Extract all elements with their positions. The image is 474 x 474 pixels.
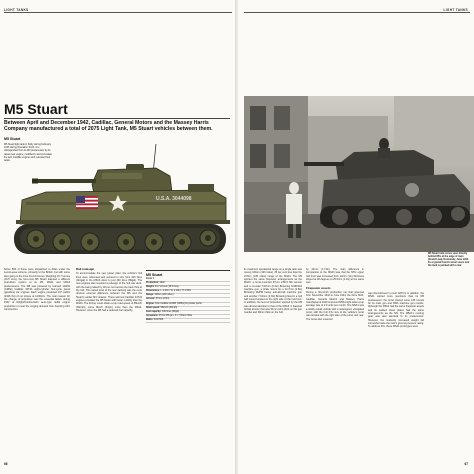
column-text: by 44mm (1.73in). The main difference in comparison to the M3A3 was that the M5's upper hull front was increased from 13mm (1in) thickness sloped at 48 degrees to 25.6mm (1.1in) at the same sum. (306, 268, 364, 285)
spec-title: M5 Stuart (146, 273, 163, 277)
left-page (0, 0, 236, 474)
caption-heading: M5 Stuart (4, 137, 21, 141)
running-head: LIGHT TANKS (4, 8, 29, 12)
spec-table (146, 270, 230, 323)
spec-row: Crew: 4 (146, 278, 230, 282)
tank-serial: U.S.A. 3044098 (156, 196, 192, 202)
page-number: 67 (464, 462, 468, 466)
title-rule (4, 118, 230, 119)
intro-text: Between April and December 1942, Cadillac, General Motors and the Massey Harris Company manufactured a total of 2075 Light Tank, M5 Stuart vehicles between them. (4, 120, 213, 133)
spec-row: Production: 1942 (146, 282, 230, 286)
us-flag-icon (76, 196, 98, 209)
tank-illustration (0, 14, 236, 98)
column-text: During a 30-month production run that spanned from November 1943 to June 1944, the firms NCR, Cadillac, General Motors and Massey Harris manufactured 1610 improved M5A1 light tanks at an average rate of 2.9 units per month. The M5A1 was a totally rebuilt vehicle with a redesigned, elongated turret, with the hull 2.5x size of the vehicle's turret was located with the right side of the turret roof rear. The turret also mounted (306, 291, 364, 321)
spec-row: Armament: 37mm M6 gun, 3 x 7.62mm MGs (146, 315, 230, 319)
header-rule (244, 12, 470, 13)
spec-row: Range: 161km (100 miles) (146, 294, 230, 298)
running-head: LIGHT TANKS (443, 8, 468, 12)
text-column-1: its maximum operational range on a single tank was merely 161km (100 miles), 35 per cent less than the 217km (135 miles) range of the M3A3. The M5 sported the same firepower arrangements as the M3A3: a turret-mounted 37mm L/56.5 M6 cannon and a co-axial 7.62mm (0.3in) Browning M1919A4 machine gun, a pintle mount for a 12.7mm (0.5in) Browning M2HB heavy anti-aircraft machine gun and another 7.62mm (0.3in) Browning fixed in a hull ball mount located on the right side of the hull front. In addition, the level of protection sported by the M5 was almost identical to that of the M3A3. It featured frontal armour that was 51mm (2in) thick on the gun mantlet and 38mm thick on the hull. (244, 268, 302, 315)
column-text: To accommodate the new power plant, the vehicle's hull lines were refocused and reduced in size from 416 litres (110gal) in the M3A3 down to just 340 litres (89gal). The new engines also required a redesign of the hull rear deck, with the being raised by 48 per cent across the back third of the hull. This raised level of the rear decking was the most obvious external difference between the M5 and the Stuart's earlier M3 variants. These twinned Cadillac 44T24 engines provided the M5 Stuart with better mobility than the M3A3. The former could obtain a top road speed of 58km/h (36mph), some 8km/h (5mph) more than the M3A3. However, since the M5 had a reduced fuel capacity, (76, 272, 142, 313)
column-subheading: Rail redesign (76, 268, 95, 271)
historical-photo (244, 96, 474, 252)
page-title: M5 Stuart (4, 101, 68, 117)
spec-row: Engine: Twin Cadillac 110kW (148hp) 8-cylinder petrol (146, 303, 230, 307)
spec-row: Armour: 67mm (2.6in) (146, 298, 230, 302)
photo-caption: M5 Stuart tank crews seen directly behind M5s at the edge of town (Grand Lieu), Normandy, June 1944. Its a typical French street scene and the tank is painted with a star. (428, 252, 470, 268)
header-rule (4, 12, 232, 13)
text-column-3: was discontinued in most NATO's in addition, the M5A1 carried more munitions than its M5 predecessor: the turret stowed some 136 rounds for its main gun and 6500 machine gun rounds. Although the M5A1 had the same firepower assets and its welded sheet plates had the same arrangements as the M5. The M5A1's running gear was also identical to its predecessor. However, the modestly increased weight did somewhat raise the tank's ground pressure rating. To address this, these M5A1 prototypes were (368, 292, 424, 329)
spec-row: Fuel capacity: 340 litres (89gal) (146, 311, 230, 315)
spec-row: Weight: 16.7 tonnes (16.5 tons) (146, 286, 230, 290)
text-column-2 (306, 268, 364, 458)
spec-row: Dimensions: L: 4.34m; W: 2.29m; H: 2.55m (146, 290, 230, 294)
text-column-1: Some 583 of these were dispatched to Allies under the Lend-Lease scheme, primarily to the British, but with some also going to the Free French forces. Weighing 16.7 tonnes (16.5 tons), the four-crew M5 Stuart featured a different propulsion system to its M3, M3A1 and M3A3 predecessors. The M5 was powered by twinned 110kW (148hp) Cadillac 44T24 eight-cylinder four-cycle petrol (gasoline) car engines. Each engine produced 167 pabhs (2426 lbs) of net torque at 1200rpm. The main reason for the change of propulsion was the essential failure during 1942 of Wright/Continental's aero-type radial engine production to meet the surging demand from booming AFV construction. (4, 268, 70, 312)
right-page (238, 0, 474, 474)
illustration-caption: M5 Stuart light tank in Sicily during February 1943 during Operation Torch. It is distinguished from its M3 predecessor by its raised rear engine, modified to accommodate the twin Cadillac engines and relocated fuel tanks. (4, 143, 52, 163)
text-column-2 (76, 268, 142, 458)
page-number: 66 (4, 462, 8, 466)
spec-row: Radio: SCR 508 (146, 319, 230, 323)
m5-stuart-artwork (6, 140, 232, 264)
spec-row: Road speed: 58km/h (36mph) (146, 307, 230, 311)
column-subheading: Firepower assets (306, 285, 331, 290)
